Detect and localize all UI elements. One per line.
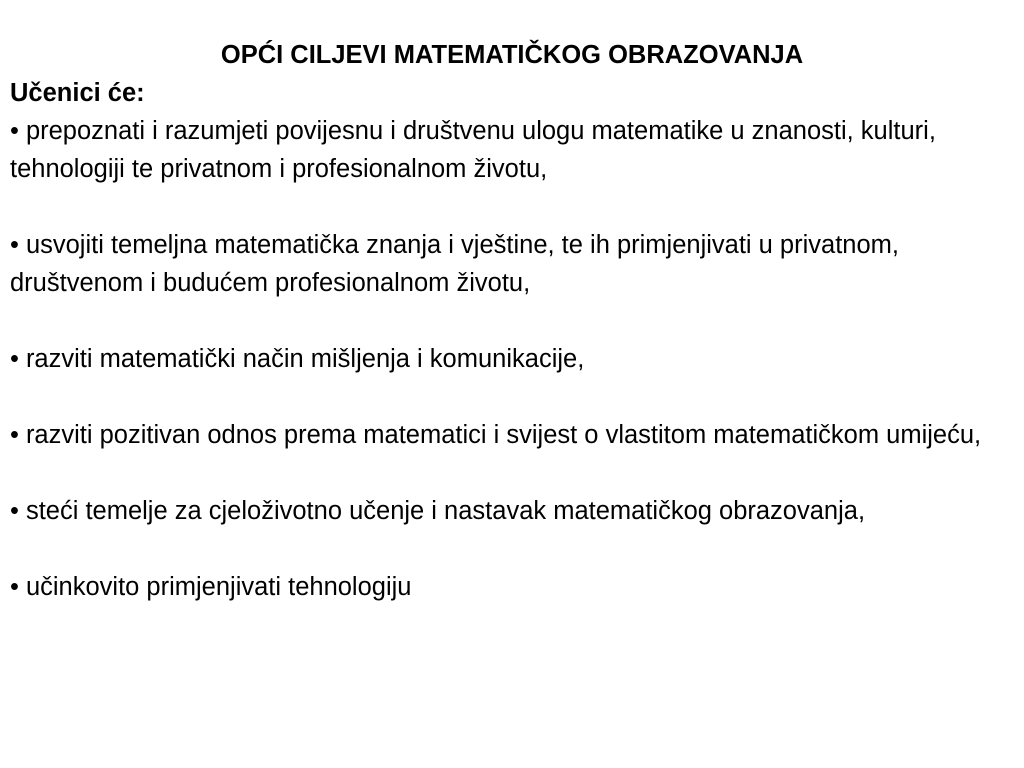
bullet-icon: • [10,117,19,145]
list-item [10,492,1014,530]
goals-list [10,112,1014,606]
list-item-text: usvojiti temeljna matematička znanja i vještine, te ih primjenjivati u privatnom, društvenom i budućem profesionalnom životu, [10,231,899,297]
bullet-icon: • [10,345,19,373]
list-item-text: prepoznati i razumjeti povijesnu i društvenu ulogu matematike u znanosti, kulturi, tehnologiji te privatnom i profesionalnom životu, [10,117,936,183]
list-item-text: razviti matematički način mišljenja i komunikacije, [25,345,585,373]
list-item-text: razviti pozitivan odnos prema matematici i svijest o vlastitom matematičkom umijeću, [25,421,982,449]
bullet-icon: • [10,497,19,525]
list-item-text: učinkovito primjenjivati tehnologiju [25,573,412,601]
bullet-icon: • [10,573,19,601]
list-item [10,568,1014,606]
list-item [10,416,1014,454]
bullet-icon: • [10,421,19,449]
lead-text: Učenici će: [10,79,145,107]
slide-content [10,36,1014,606]
list-item [10,340,1014,378]
bullet-icon: • [10,231,19,259]
list-item-text: steći temelje za cjeloživotno učenje i nastavak matematičkog obrazovanja, [25,497,866,525]
list-item [10,226,1014,302]
slide-title: OPĆI CILJEVI MATEMATIČKOG OBRAZOVANJA [220,41,804,69]
list-item [10,112,1014,188]
